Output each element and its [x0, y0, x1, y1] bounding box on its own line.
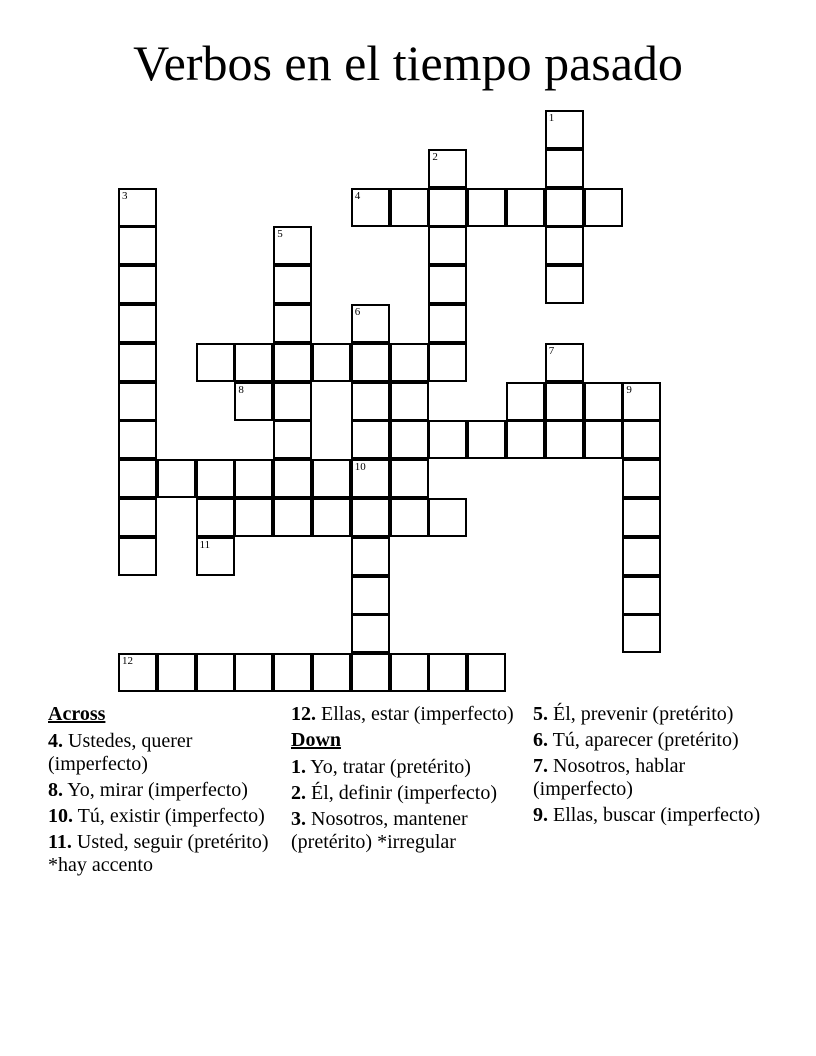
- grid-cell[interactable]: [622, 614, 661, 653]
- clue-across-4: 4. Ustedes, querer (imperfecto): [48, 730, 193, 775]
- grid-cell[interactable]: [118, 498, 157, 537]
- clue-across-10: 10. Tú, existir (imperfecto): [48, 805, 265, 827]
- clue-number-12: 12: [122, 655, 133, 668]
- grid-cell[interactable]: [545, 149, 584, 188]
- grid-cell[interactable]: [234, 382, 273, 421]
- grid-cell[interactable]: [545, 226, 584, 265]
- grid-cell[interactable]: [273, 304, 312, 343]
- grid-cell[interactable]: [234, 459, 273, 498]
- clue-number-10: 10: [354, 461, 366, 474]
- grid-cell[interactable]: [428, 226, 467, 265]
- grid-cell[interactable]: [196, 343, 235, 382]
- clue-down-3: 3. Nosotros, mantener (pretérito) *irregular: [291, 808, 468, 853]
- grid-cell[interactable]: [467, 420, 506, 459]
- grid-cell[interactable]: [312, 343, 351, 382]
- grid-cell[interactable]: [351, 614, 390, 653]
- grid-cell[interactable]: [157, 653, 196, 692]
- grid-cell[interactable]: [351, 343, 390, 382]
- clue-number-6: 6: [354, 306, 361, 318]
- grid-cell[interactable]: [428, 188, 467, 227]
- grid-cell[interactable]: [196, 498, 235, 537]
- grid-cell[interactable]: [428, 420, 467, 459]
- grid-cell[interactable]: [351, 188, 390, 227]
- grid-cell[interactable]: [273, 498, 312, 537]
- grid-cell[interactable]: [428, 343, 467, 382]
- grid-cell[interactable]: [545, 343, 584, 382]
- grid-cell[interactable]: [428, 498, 467, 537]
- clue-down-5: 5. Él, prevenir (pretérito): [533, 703, 734, 725]
- grid-cell[interactable]: [584, 382, 623, 421]
- grid-cell[interactable]: [312, 459, 351, 498]
- grid-cell[interactable]: [390, 459, 429, 498]
- grid-cell[interactable]: [234, 498, 273, 537]
- grid-cell[interactable]: [622, 382, 661, 421]
- grid-cell[interactable]: [390, 343, 429, 382]
- grid-cell[interactable]: [118, 653, 157, 692]
- clues-column-2: [291, 703, 526, 857]
- grid-cell[interactable]: [273, 343, 312, 382]
- grid-cell[interactable]: [390, 420, 429, 459]
- grid-cell[interactable]: [545, 188, 584, 227]
- grid-cell[interactable]: [351, 382, 390, 421]
- grid-cell[interactable]: [351, 537, 390, 576]
- clue-number-7: 7: [548, 344, 555, 357]
- grid-cell[interactable]: [467, 653, 506, 692]
- grid-cell[interactable]: [118, 537, 157, 576]
- grid-cell[interactable]: [351, 420, 390, 459]
- grid-cell[interactable]: [234, 343, 273, 382]
- clue-down-7: 7. Nosotros, hablar (imperfecto): [533, 755, 686, 800]
- clue-down-1: 1. Yo, tratar (pretérito): [291, 756, 471, 778]
- grid-cell[interactable]: [390, 498, 429, 537]
- grid-cell[interactable]: [118, 343, 157, 382]
- grid-cell[interactable]: [273, 420, 312, 459]
- clue-number-4: 4: [354, 189, 361, 202]
- grid-cell[interactable]: [622, 459, 661, 498]
- grid-cell[interactable]: [312, 653, 351, 692]
- clue-across-11: 11. Usted, seguir (pretérito) *hay accento: [48, 831, 269, 876]
- page-title: Verbos en el tiempo pasado: [133, 35, 683, 91]
- clues-column-1: [48, 703, 283, 880]
- grid-cell[interactable]: [467, 188, 506, 227]
- grid-cell[interactable]: [351, 304, 390, 343]
- grid-cell[interactable]: [118, 188, 157, 227]
- grid-cell[interactable]: [196, 537, 235, 576]
- clue-down-9: 9. Ellas, buscar (imperfecto): [533, 804, 761, 826]
- grid-cell[interactable]: [622, 576, 661, 615]
- grid-cell[interactable]: [428, 149, 467, 188]
- grid-cell[interactable]: [234, 653, 273, 692]
- grid-cell[interactable]: [351, 653, 390, 692]
- grid-cell[interactable]: [118, 226, 157, 265]
- grid-cell[interactable]: [273, 226, 312, 265]
- clue-number-11: 11: [199, 538, 211, 551]
- grid-cell[interactable]: [506, 188, 545, 227]
- grid-cell[interactable]: [118, 304, 157, 343]
- clue-number-3: 3: [122, 189, 128, 202]
- grid-cell[interactable]: [545, 382, 584, 421]
- grid-cell[interactable]: [545, 265, 584, 304]
- grid-cell[interactable]: [118, 459, 157, 498]
- grid-cell[interactable]: [506, 382, 545, 421]
- grid-cell[interactable]: [584, 420, 623, 459]
- clues-column-3: [533, 703, 783, 830]
- grid-cell[interactable]: [273, 382, 312, 421]
- grid-cell[interactable]: [622, 498, 661, 537]
- clue-number-9: 9: [626, 383, 632, 396]
- grid-cell[interactable]: [545, 420, 584, 459]
- grid-cell[interactable]: [273, 459, 312, 498]
- grid-cell[interactable]: [428, 304, 467, 343]
- grid-cell[interactable]: [390, 382, 429, 421]
- clue-down-6: 6. Tú, aparecer (pretérito): [533, 729, 739, 751]
- clue-number-5: 5: [277, 228, 283, 241]
- grid-cell[interactable]: [118, 265, 157, 304]
- clue-down-2: 2. Él, definir (imperfecto): [291, 782, 498, 804]
- clue-across-8: 8. Yo, mirar (imperfecto): [48, 779, 248, 801]
- across-heading: Across: [48, 703, 106, 725]
- grid-cell[interactable]: [584, 188, 623, 227]
- grid-cell[interactable]: [506, 420, 545, 459]
- grid-cell[interactable]: [118, 382, 157, 421]
- grid-cell[interactable]: [273, 265, 312, 304]
- clue-number-1: 1: [548, 112, 555, 124]
- grid-cell[interactable]: [196, 653, 235, 692]
- grid-cell[interactable]: [622, 420, 661, 459]
- grid-cell[interactable]: [157, 459, 196, 498]
- grid-cell[interactable]: [312, 498, 351, 537]
- grid-cell[interactable]: [428, 653, 467, 692]
- clue-across-12: 12. Ellas, estar (imperfecto): [291, 703, 514, 725]
- clue-number-2: 2: [432, 150, 438, 163]
- grid-cell[interactable]: [622, 537, 661, 576]
- grid-cell[interactable]: [351, 498, 390, 537]
- grid-cell[interactable]: [390, 653, 429, 692]
- grid-cell[interactable]: [351, 576, 390, 615]
- grid-cell[interactable]: [351, 459, 390, 498]
- grid-cell[interactable]: [196, 459, 235, 498]
- down-heading: Down: [291, 729, 342, 751]
- grid-cell[interactable]: [545, 110, 584, 149]
- grid-cell[interactable]: [118, 420, 157, 459]
- clue-number-8: 8: [238, 383, 244, 396]
- grid-cell[interactable]: [390, 188, 429, 227]
- grid-cell[interactable]: [273, 653, 312, 692]
- grid-cell[interactable]: [428, 265, 467, 304]
